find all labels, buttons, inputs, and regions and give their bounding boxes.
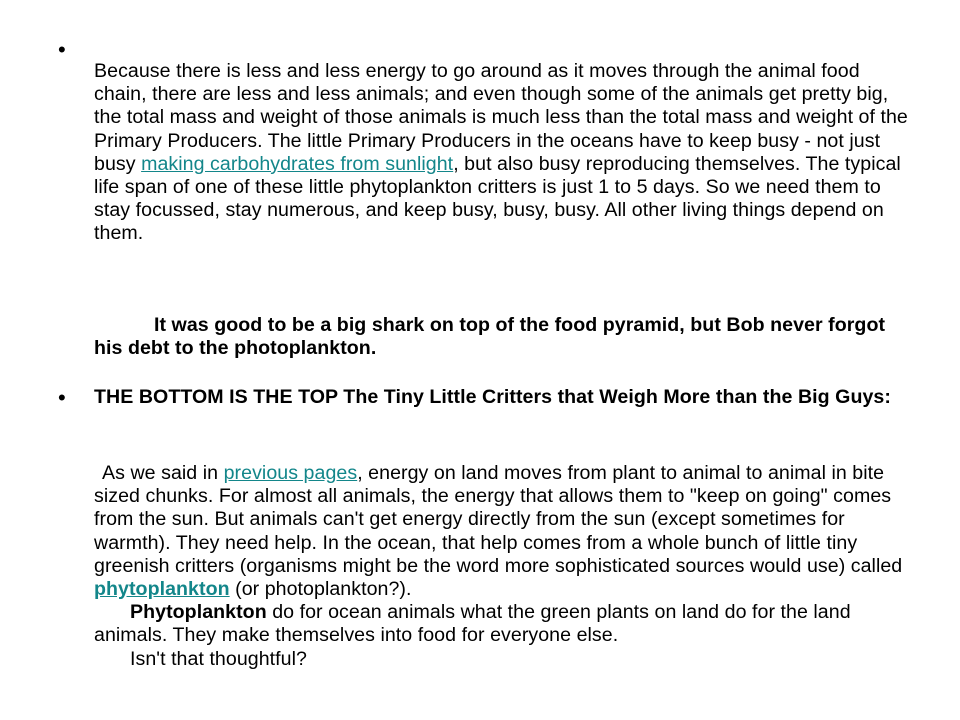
link-previous-pages[interactable]: previous pages [223,462,358,484]
link-making-carbohydrates[interactable]: making carbohydrates from sunlight [141,152,454,175]
paragraph2-text-after: (or photoplankton?). [229,578,412,601]
paragraph2-closing: Isn't that thoughtful? [130,647,307,670]
bullet-dot: • [58,37,66,62]
bullet-dot: • [58,385,66,410]
paragraph2-lead: As we said in [102,462,224,484]
shark-caption [94,314,914,360]
paragraph1-text: Because there is less and less energy to go around as it moves through the animal food chain, there are less and less animals; and even though some of the animals get pretty big, the total mass and weight of those animals is much less than the total mass and weight of the Primary Producers. The little Primary Producers in the oceans have to keep busy - not just busy [94,60,908,175]
paragraph2-text: , energy on land moves from plant to animal to animal in bite sized chunks. For almost all animals, the energy that allows them to "keep on going" comes from the sun. But animals can't get energy directly from the sun (except sometimes for warmth). They need help. In the ocean, that help comes from a whole bunch of little tiny greenish critters (organisms might be the word more sophisticated sources would use) called [94,462,903,577]
phytoplankton-term: Phytoplankton [130,601,267,624]
link-phytoplankton[interactable]: phytoplankton [94,578,230,601]
paragraph2-text-end: do for ocean animals what the green plants on land do for the land animals. They make themselves into food for everyone else. [94,601,851,647]
caption-text: It was good to be a big shark on top of the food pyramid, but Bob never forgot his debt to the photoplankton. [94,314,886,360]
section-heading: THE BOTTOM IS THE TOP The Tiny Little Critters that Weigh More than the Big Guys: [94,386,891,408]
paragraph1-text-after: , but also busy reproducing themselves. The typical life span of one of these little phytoplankton critters is just 1 to 5 days. So we need them to stay focussed, stay numerous, and keep busy, busy, busy. All other living things depend on them. [94,152,901,245]
paragraph-phytoplankton [94,462,914,671]
paragraph-energy-food-chain [94,60,914,246]
